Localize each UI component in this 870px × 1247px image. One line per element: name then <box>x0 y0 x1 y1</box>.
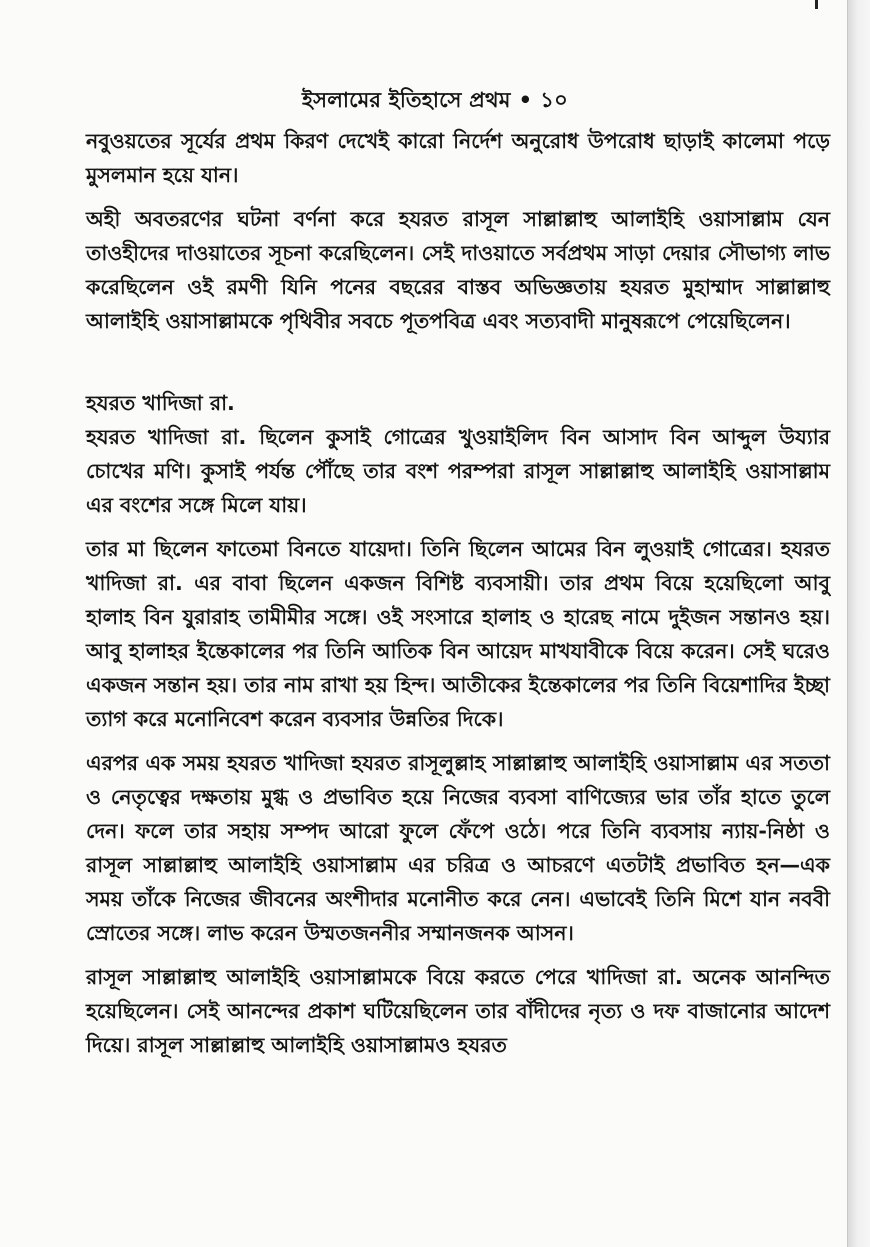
paragraph: নবুওয়তের সূর্যের প্রথম কিরণ দেখেই কারো নির্দেশ অনুরোধ উপরোধ ছাড়াই কালেমা পড়ে মুসলমান হয়ে যান। <box>86 129 830 187</box>
header-separator: • <box>518 88 533 112</box>
header-title: ইসলামের ইতিহাসে প্রথম <box>302 88 511 112</box>
paragraph: তার মা ছিলেন ফাতেমা বিনতে যায়েদা। তিনি ছিলেন আমের বিন লুওয়াই গোত্রের। হযরত খাদিজা রা. এর বাবা ছিলেন একজন বিশিষ্ট ব্যবসায়ী। তার প্রথম বিয়ে হয়েছিলো আবু হালাহ বিন যুরারাহ তামীমীর সঙ্গে। ওই সংসারে হালাহ ও হারেছ নামে দুইজন সন্তানও হয়। আবু হালাহর ইন্তেকালের পর তিনি আতিক বিন আয়েদ মাখযাবীকে বিয়ে করেন। সেই ঘরেও একজন সন্তান হয়। তার নাম রাখা হয় হিন্দ। আতীকের ইন্তেকালের পর তিনি বিয়েশাদির ইচ্ছা ত্যাগ করে মনোনিবেশ করেন ব্যবসার উন্নতির দিকে। <box>86 537 830 731</box>
paragraph: অহী অবতরণের ঘটনা বর্ণনা করে হযরত রাসূল সাল্লাল্লাহু আলাইহি ওয়াসাল্লাম যেন তাওহীদের দাওয়াতের সূচনা করেছিলেন। সেই দাওয়াতে সর্বপ্রথম সাড়া দেয়ার সৌভাগ্য লাভ করেছিলেন ওই রমণী যিনি পনের বছরের বাস্তব অভিজ্ঞতায় হযরত মুহাম্মাদ সাল্লাল্লাহু আলাইহি ওয়াসাল্লামকে পৃথিবীর সবচে পূতপবিত্র এবং সত্যবাদী মানুষরূপে পেয়েছিলেন। <box>86 207 830 333</box>
section-heading: হযরত খাদিজা রা. <box>86 391 235 415</box>
page-edge <box>847 0 870 1247</box>
page-content <box>86 124 830 1072</box>
paragraph: রাসূল সাল্লাল্লাহু আলাইহি ওয়াসাল্লামকে বিয়ে করতে পেরে খাদিজা রা. অনেক আনন্দিত হয়েছিলেন। সেই আনন্দের প্রকাশ ঘটিয়েছিলেন তার বাঁদীদের নৃত্য ও দফ বাজানোর আদেশ দিয়ে। রাসূল সাল্লাল্লাহু আলাইহি ওয়াসাল্লামও হযরত <box>86 965 830 1057</box>
running-header <box>0 84 870 119</box>
corner-mark <box>815 0 818 9</box>
paragraph: এরপর এক সময় হযরত খাদিজা হযরত রাসূলুল্লাহ সাল্লাল্লাহু আলাইহি ওয়াসাল্লাম এর সততা ও নেতৃত্বের দক্ষতায় মুগ্ধ ও প্রভাবিত হয়ে নিজের ব্যবসা বাণিজ্যের ভার তাঁর হাতে তুলে দেন। ফলে তার সহায় সম্পদ আরো ফুলে ফেঁপে ওঠে। পরে তিনি ব্যবসায় ন্যায়-নিষ্ঠা ও রাসূল সাল্লাল্লাহু আলাইহি ওয়াসাল্লাম এর চরিত্র ও আচরণে এতটাই প্রভাবিত হন—এক সময় তাঁকে নিজের জীবনের অংশীদার মনোনীত করে নেন। এভাবেই তিনি মিশে যান নববী স্রোতের সঙ্গে। লাভ করেন উম্মতজননীর সম্মানজনক আসন। <box>86 751 830 945</box>
page-number: ১০ <box>540 88 568 112</box>
paragraph: হযরত খাদিজা রা. ছিলেন কুসাই গোত্রের খুওয়াইলিদ বিন আসাদ বিন আব্দুল উয্যার চোখের মণি। কুসাই পর্যন্ত পৌঁছে তার বংশ পরম্পরা রাসূল সাল্লাল্লাহু আলাইহি ওয়াসাল্লাম এর বংশের সঙ্গে মিলে যায়। <box>86 425 830 517</box>
